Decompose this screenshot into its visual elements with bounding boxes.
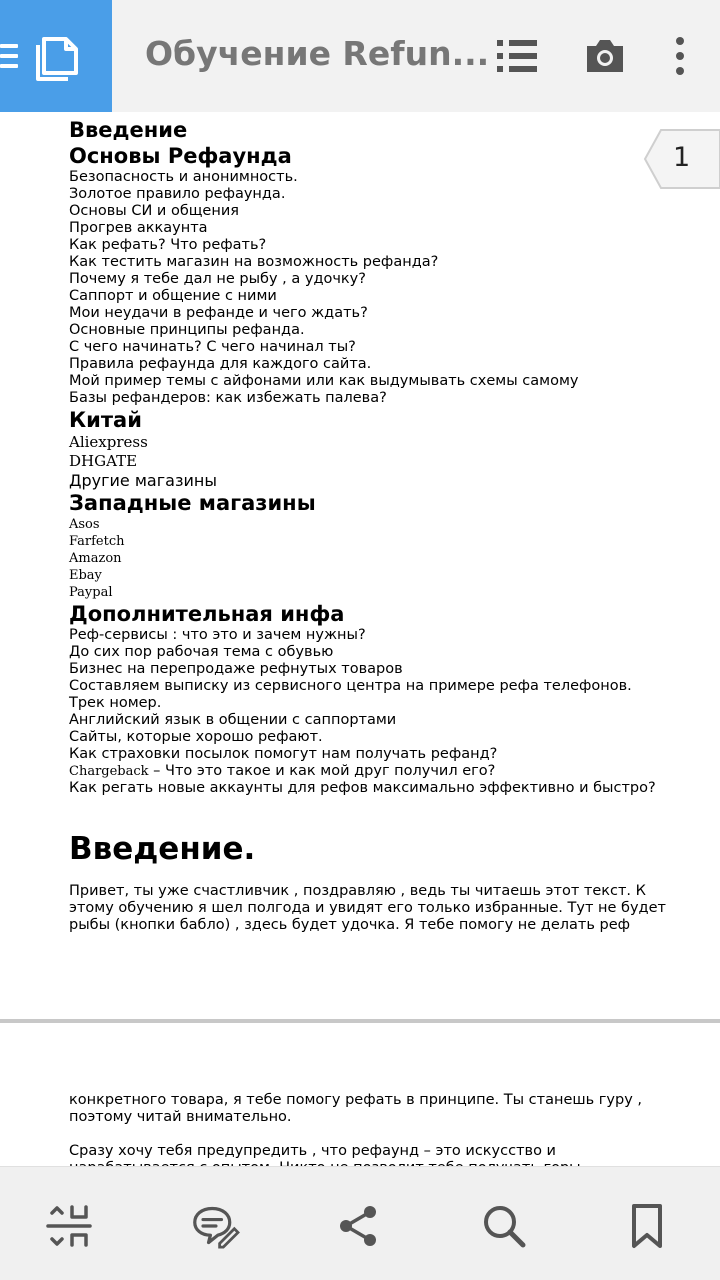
toc-item[interactable]: Мой пример темы с айфонами или как выдумывать схемы самому bbox=[69, 373, 579, 389]
toc-item[interactable]: Другие магазины bbox=[69, 471, 217, 490]
toc-item[interactable]: Amazon bbox=[69, 551, 122, 566]
toc-heading-china[interactable]: Китай bbox=[69, 408, 142, 432]
toc-item[interactable]: Farfetch bbox=[69, 534, 125, 549]
toc-item[interactable]: DHGATE bbox=[69, 452, 138, 470]
toc-heading-western[interactable]: Западные магазины bbox=[69, 491, 316, 515]
page-divider bbox=[0, 1019, 720, 1023]
toc-item[interactable]: Ebay bbox=[69, 568, 102, 583]
list-icon[interactable] bbox=[495, 34, 539, 78]
toc-item[interactable]: Составляем выписку из сервисного центра на примере рефа телефонов. bbox=[69, 678, 632, 694]
section-heading-intro bbox=[69, 831, 255, 867]
toc-item[interactable]: До сих пор рабочая тема с обувью bbox=[69, 644, 334, 660]
toc-item[interactable]: Paypal bbox=[69, 585, 113, 600]
app-bar bbox=[0, 0, 720, 112]
chargeback-rest: – Что это такое и как мой друг получил его? bbox=[148, 763, 496, 779]
toc-item[interactable]: Как тестить магазин на возможность рефанда? bbox=[69, 254, 439, 270]
table-of-contents bbox=[69, 117, 669, 797]
share-icon[interactable] bbox=[335, 1203, 381, 1249]
toc-item[interactable]: Безопасность и анонимность. bbox=[69, 169, 298, 185]
toc-heading-extra[interactable]: Дополнительная инфа bbox=[69, 602, 345, 626]
document-title: Обучение Refun... bbox=[145, 34, 490, 73]
toc-item[interactable]: Как страховки посылок помогут нам получать рефанд? bbox=[69, 746, 498, 762]
toc-heading-intro[interactable]: Введение bbox=[69, 118, 188, 142]
toc-china-list bbox=[69, 433, 669, 490]
toc-item[interactable]: Asos bbox=[69, 517, 100, 532]
paragraph: Сразу хочу тебя предупредить , что рефаунд – это искусство и bbox=[69, 1143, 556, 1159]
toc-item[interactable]: Золотое правило рефаунда. bbox=[69, 186, 286, 202]
section-heading-text: Введение bbox=[69, 831, 244, 867]
toc-item[interactable]: Правила рефаунда для каждого сайта. bbox=[69, 356, 372, 372]
search-icon[interactable] bbox=[481, 1203, 527, 1249]
page-number: 1 bbox=[673, 142, 691, 173]
toc-item[interactable]: Как регать новые аккаунты для рефов максимально эффективно и быстро? bbox=[69, 780, 656, 796]
toc-item[interactable]: Почему я тебе дал не рыбу , а удочку? bbox=[69, 271, 366, 287]
toc-item[interactable]: Основы СИ и общения bbox=[69, 203, 239, 219]
toc-item[interactable]: С чего начинать? С чего начинал ты? bbox=[69, 339, 356, 355]
toc-item-chargeback[interactable] bbox=[69, 763, 669, 780]
toc-item[interactable]: Бизнес на перепродаже рефнутых товаров bbox=[69, 661, 403, 677]
toc-item[interactable]: Саппорт и общение с ними bbox=[69, 288, 277, 304]
toc-item[interactable]: Базы рефандеров: как избежать палева? bbox=[69, 390, 387, 406]
toc-item[interactable]: Реф-сервисы : что это и зачем нужны? bbox=[69, 627, 366, 643]
toc-item[interactable]: Мои неудачи в рефанде и чего ждать? bbox=[69, 305, 368, 321]
toc-western-list bbox=[69, 516, 669, 601]
more-vert-icon[interactable] bbox=[660, 34, 700, 78]
menu-icon[interactable] bbox=[0, 44, 18, 68]
section-heading-period: . bbox=[243, 831, 256, 867]
reflow-icon[interactable] bbox=[46, 1203, 92, 1249]
toc-item[interactable]: Основные принципы рефанда. bbox=[69, 322, 305, 338]
bottom-toolbar bbox=[0, 1166, 720, 1280]
toc-item[interactable]: Трек номер. bbox=[69, 695, 162, 711]
document-icon bbox=[36, 33, 80, 81]
comment-edit-icon[interactable] bbox=[192, 1203, 238, 1249]
camera-icon[interactable] bbox=[583, 34, 627, 78]
document-button[interactable] bbox=[0, 0, 112, 112]
bookmark-icon[interactable] bbox=[624, 1203, 670, 1249]
toc-item[interactable]: Как рефать? Что рефать? bbox=[69, 237, 267, 253]
toc-item[interactable]: Aliexpress bbox=[69, 433, 148, 451]
paragraph: Привет, ты уже счастливчик , поздравляю , ведь ты читаешь этот текст. К этому обучению я шел полгода и увидят его только избранные. Тут не будет рыбы (кнопки бабло) , здесь будет удочка. Я тебе помогу не делать реф bbox=[69, 883, 666, 933]
toc-item[interactable]: Прогрев аккаунта bbox=[69, 220, 208, 236]
toc-item[interactable]: Английский язык в общении с саппортами bbox=[69, 712, 397, 728]
paragraph: конкретного товара, я тебе помогу рефать в принципе. Ты станешь гуру , поэтому читай внимательно. bbox=[69, 1092, 642, 1125]
toc-extra-list bbox=[69, 627, 669, 797]
toc-basics-list bbox=[69, 169, 669, 407]
toc-heading-basics[interactable]: Основы Рефаунда bbox=[69, 144, 292, 168]
chargeback-term: Chargeback bbox=[69, 764, 149, 779]
toc-item[interactable]: Сайты, которые хорошо рефают. bbox=[69, 729, 323, 745]
